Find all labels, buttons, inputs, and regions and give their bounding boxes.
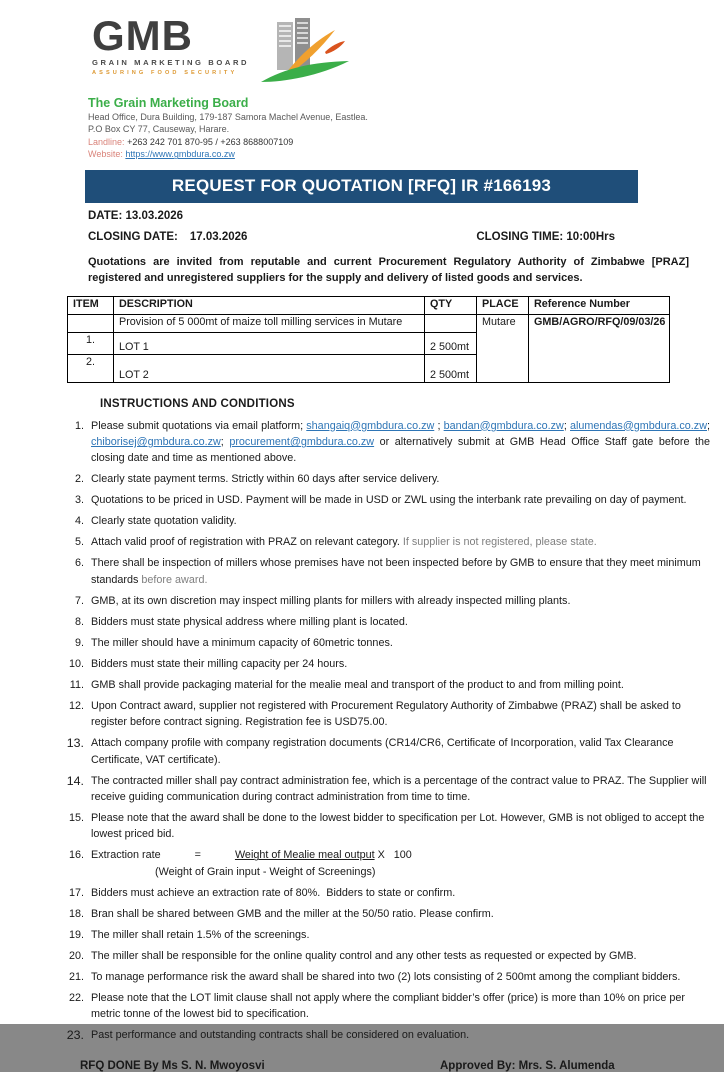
instruction-text [91,885,710,901]
rfq-banner-title: REQUEST FOR QUOTATION [RFQ] IR #166193 [171,176,552,196]
website-line [88,148,724,160]
text-segment: ; [563,419,570,432]
instruction-item [60,635,710,651]
instruction-text [91,492,710,508]
instruction-text [91,593,710,609]
text-segment: Clearly state quotation validity. [91,515,237,528]
date-line [88,210,724,222]
text-segment: Bidders must state their milling capacity per 24 hours. [91,657,348,670]
instruction-number: 9. [74,636,84,649]
instruction-text [91,614,710,630]
signature-row [80,1060,724,1072]
instruction-item [60,656,710,672]
org-name: The Grain Marketing Board [88,96,249,110]
instruction-item [60,471,710,487]
description-cell: LOT 1 [114,332,425,354]
instruction-number: 15. [68,812,84,825]
closing-time [476,231,615,243]
instruction-text [91,555,710,588]
qty-cell: 2 500mt [425,332,477,354]
instruction-text [91,513,710,529]
address-line-1: Head Office, Dura Building, 179-187 Samora Machel Avenue, Eastlea. [88,112,368,122]
text-segment: Please note that the LOT limit clause shall not apply where the compliant bidder’s offer (price) is more than 10% on price per metric tonne of the lowest bid to specification. [91,991,685,1021]
text-segment: or alternatively submit at GMB Head Office Staff gate before the closing date and time as mentioned above. [91,436,710,465]
instruction-number: 5. [74,536,84,549]
logo-board-line: GRAIN MARKETING BOARD [92,57,250,67]
gmb-logo-text [92,12,250,76]
text-segment: Please note that the award shall be done to the lowest bidder to specification per Lot. However, GMB is not obliged to accept the lowest priced bid. [91,812,705,841]
instruction-text [91,990,710,1023]
text-segment: GMB, at its own discretion may inspect milling plants for millers with already inspected milling plants. [91,594,571,607]
text-segment: Quotations to be priced in USD. Payment will be made in USD or ZWL using the interbank rate prevailing on day of payment. [91,494,687,507]
text-segment: To manage performance risk the award shall be shared into two (2) lots consisting of 2 500mt among the compliant bidders. [91,970,681,983]
col-header-reference: Reference Number [529,296,670,314]
item-cell: 1. [68,332,114,354]
instructions-list [60,418,710,1044]
closing-date [88,231,247,243]
instruction-item [60,614,710,630]
instruction-item [60,990,710,1023]
text-segment: The miller shall retain 1.5% of the screenings. [91,928,310,941]
qty-cell: 2 500mt [425,354,477,382]
instruction-text [91,471,710,487]
description-cell: LOT 2 [114,354,425,382]
text-segment: Bidders must achieve an extraction rate of 80%. Bidders to state or confirm. [91,886,456,899]
instruction-text [91,635,710,651]
text-segment: ; [220,436,230,449]
description-cell: Provision of 5 000mt of maize toll milling services in Mutare [114,314,425,332]
closing-time-label: CLOSING TIME: [476,230,564,243]
email-link[interactable]: chiborisej@gmbdura.co.zw [91,436,221,449]
instruction-number: 6. [74,557,84,570]
instruction-number: 3. [74,494,84,507]
text-segment: If supplier is not registered, please state. [402,536,597,549]
instruction-number: 10. [68,657,84,670]
instruction-text [91,847,710,880]
text-segment: The contracted miller shall pay contract administration fee, which is a percentage of the contract value to PRAZ. The Supplier will receive guiding communication during contract administration from time to time. [91,774,707,804]
instruction-number: 13. [66,736,84,751]
instruction-text [91,656,710,672]
instruction-number: 11. [69,678,84,691]
instruction-item [60,948,710,964]
text-segment: There shall be inspection of millers whose premises have not been inspected before by GMB to ensure that they meet minimum standards [91,557,701,586]
instruction-text [91,948,710,964]
intro-paragraph: Quotations are invited from reputable and current Procurement Regulatory Authority of Zimbabwe [PRAZ] registered and unregistered suppliers for the supply and delivery of listed goods and services. [88,255,689,285]
instruction-item [60,1027,710,1043]
text-segment: ; [707,419,710,432]
text-segment: GMB shall provide packaging material for the mealie meal and transport of the product to and from milling point. [91,678,624,691]
text-segment: The miller should have a minimum capacity of 60metric tonnes. [91,636,393,649]
instruction-item [60,969,710,985]
instruction-item [60,534,710,550]
items-table [67,296,670,383]
text-segment: = [194,849,201,862]
date-label: DATE: [88,209,123,222]
instruction-text [91,1027,710,1043]
text-segment: Upon Contract award, supplier not registered with Procurement Regulatory Authority of Zimbabwe (PRAZ) shall be asked to register before contract signing. Registration fee is USD75.00. [91,699,681,729]
col-header-item: ITEM [68,296,114,314]
table-row [68,314,670,332]
instruction-item [60,773,710,806]
instruction-item [60,906,710,922]
col-header-place: PLACE [477,296,529,314]
instruction-number: 14. [66,773,84,788]
instruction-item [60,927,710,943]
instruction-number: 22. [68,991,84,1004]
address-line-2: P.O Box CY 77, Causeway, Harare. [88,124,230,135]
closing-date-value: 17.03.2026 [189,230,248,243]
instruction-item [60,735,710,768]
instruction-number: 8. [74,615,84,628]
instruction-number: 7. [74,594,84,607]
closing-line [88,231,615,243]
instruction-number: 19. [68,928,84,941]
email-link[interactable]: procurement@gmbdura.co.zw [229,436,375,449]
instruction-item [60,513,710,529]
instruction-item [60,418,710,467]
instruction-text [91,677,710,693]
instruction-item [60,555,710,588]
rfq-banner [85,170,638,203]
website-label: Website: [88,149,123,160]
instruction-text [91,906,710,922]
logo-tagline: ASSURING FOOD SECURITY [92,69,238,76]
instruction-number: 1. [74,419,84,432]
text-segment: before award. [141,573,208,586]
instruction-number: 21. [68,970,84,983]
instruction-number: 16. [68,849,84,862]
instruction-text [91,969,710,985]
landline-label: Landline: [88,136,125,147]
instruction-item [60,492,710,508]
closing-time-value: 10:00Hrs [566,230,615,243]
text-segment: X 100 [374,849,412,862]
instruction-item [60,810,710,843]
instruction-number: 12. [68,699,84,712]
instruction-item [60,885,710,901]
landline-line [88,136,724,148]
instruction-text [91,927,710,943]
text-segment: Past performance and outstanding contracts shall be considered on evaluation. [91,1029,470,1042]
text-segment: The miller shall be responsible for the online quality control and any other tests as requested or expected by GMB. [91,949,637,962]
email-link[interactable]: alumendas@gmbdura.co.zw [570,419,707,432]
table-header-row [68,296,670,314]
rfq-done-by: RFQ DONE By Ms S. N. Mwoyosvi [80,1059,265,1072]
instruction-item [60,847,710,880]
instruction-item [60,677,710,693]
instruction-text [91,418,710,467]
instruction-number: 17. [68,886,84,899]
instructions-heading: INSTRUCTIONS AND CONDITIONS [100,397,295,410]
place-cell: Mutare [477,314,529,382]
text-segment: Bran shall be shared between GMB and the miller at the 50/50 ratio. Please confirm. [91,907,494,920]
instruction-text [91,735,710,768]
instruction-number: 18. [68,907,84,920]
website-link[interactable]: https://www.gmbdura.co.zw [125,149,235,160]
instruction-text [91,810,710,843]
closing-date-label: CLOSING DATE: [88,230,178,243]
instruction-number: 20. [68,949,84,962]
landline-value: +263 242 701 870-95 / +263 8688007109 [127,136,294,147]
gmb-logo [92,12,724,90]
text-segment: Weight of Mealie meal output [234,849,375,862]
instruction-number: 4. [74,515,84,528]
text-segment: ; [434,419,444,432]
instruction-number: 2. [74,473,84,486]
text-segment: Please submit quotations via email platform; [91,419,307,432]
formula-denominator: (Weight of Grain input - Weight of Screenings) [155,865,376,878]
instruction-item [60,698,710,731]
buildings-icon [255,18,351,90]
text-segment: Bidders must state physical address where milling plant is located. [91,615,408,628]
instruction-text [91,534,710,550]
col-header-qty: QTY [425,296,477,314]
text-segment: Attach company profile with company registration documents (CR14/CR6, Certificate of Incorporation, valid Tax Clearance Certificate, VAT certificate). [91,737,674,766]
reference-cell: GMB/AGRO/RFQ/09/03/26 [529,314,670,382]
item-cell: 2. [68,354,114,382]
instruction-number: 23. [66,1028,84,1043]
text-segment: Extraction rate [91,849,161,862]
item-cell [68,314,114,332]
text-segment: Clearly state payment terms. Strictly within 60 days after service delivery. [91,473,440,486]
instruction-text [91,698,710,731]
instruction-text [91,773,710,806]
col-header-description: DESCRIPTION [114,296,425,314]
email-link[interactable]: bandan@gmbdura.co.zw [443,419,564,432]
approved-by: Approved By: Mrs. S. Alumenda [440,1059,615,1072]
instruction-item [60,593,710,609]
qty-cell [425,314,477,332]
email-link[interactable]: shangaiq@gmbdura.co.zw [306,419,435,432]
date-value: 13.03.2026 [125,209,184,222]
logo-acronym: GMB [92,12,193,59]
text-segment: Attach valid proof of registration with PRAZ on relevant category. [91,536,403,549]
